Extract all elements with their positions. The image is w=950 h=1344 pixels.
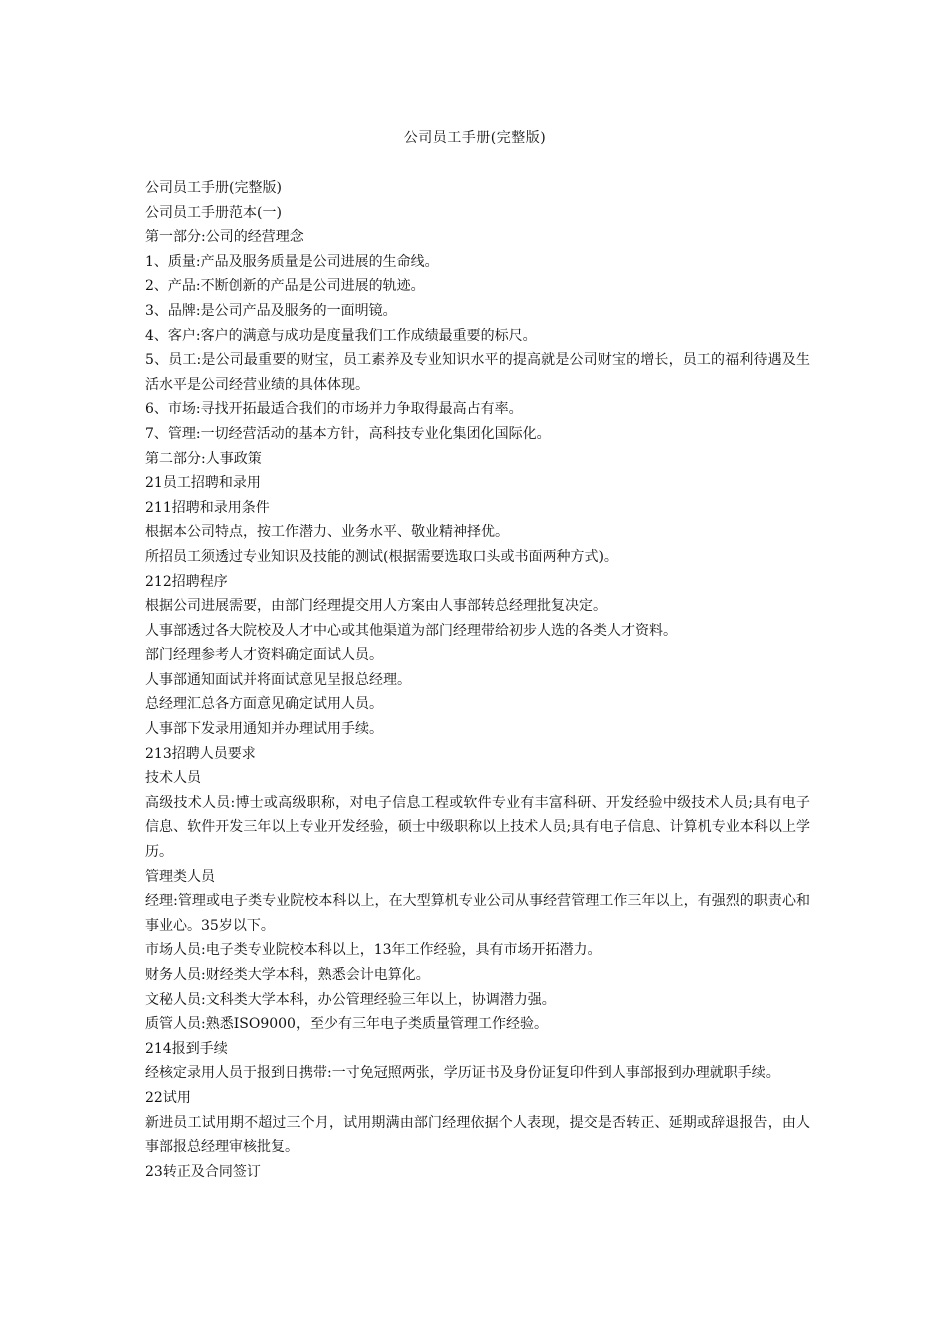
paragraph: 所招员工须透过专业知识及技能的测试(根据需要选取口头或书面两种方式)。	[145, 548, 618, 565]
paragraph: 经理:管理或电子类专业院校本科以上，在大型算机专业公司从事经营管理工作三年以上，有强烈的职责心和事业心。35岁以下。	[145, 893, 810, 934]
paragraph: 总经理汇总各方面意见确定试用人员。	[145, 696, 383, 713]
paragraph: 6、市场:寻找开拓最适合我们的市场并力争取得最高占有率。	[145, 401, 523, 418]
paragraph: 4、客户:客户的满意与成功是度量我们工作成绩最重要的标尺。	[145, 327, 537, 344]
paragraph: 市场人员:电子类专业院校本科以上，13年工作经验，具有市场开拓潜力。	[145, 942, 602, 959]
paragraph: 文秘人员:文科类大学本科，办公管理经验三年以上，协调潜力强。	[145, 991, 556, 1008]
paragraph: 新进员工试用期不超过三个月，试用期满由部门经理依据个人表现，提交是否转正、延期或辞退报告，由人事部报总经理审核批复。	[145, 1114, 810, 1156]
subsection-heading: 23转正及合同签订	[145, 1163, 261, 1180]
paragraph: 公司员工手册范本(一)	[145, 204, 282, 221]
paragraph: 7、管理:一切经营活动的基本方针，高科技专业化集团化国际化。	[145, 425, 551, 442]
subsection-heading: 21员工招聘和录用	[145, 475, 261, 492]
paragraph: 高级技术人员:博士或高级职称，对电子信息工程或软件专业有丰富科研、开发经验中级技术人员;具有电子信息、软件开发三年以上专业开发经验，硕士中级职称以上技术人员;具有电子信息、计算机专业本科以上学历。	[145, 794, 810, 861]
section-heading: 第一部分:公司的经营理念	[145, 229, 304, 246]
paragraph: 人事部透过各大院校及人才中心或其他渠道为部门经理带给初步人选的各类人才资料。	[145, 622, 677, 639]
paragraph: 1、质量:产品及服务质量是公司进展的生命线。	[145, 253, 439, 270]
subsection-heading: 212招聘程序	[145, 573, 228, 590]
paragraph: 人事部下发录用通知并办理试用手续。	[145, 721, 383, 738]
paragraph: 2、产品:不断创新的产品是公司进展的轨迹。	[145, 278, 425, 295]
document-title: 公司员工手册(完整版)	[403, 130, 547, 146]
paragraph: 财务人员:财经类大学本科，熟悉会计电算化。	[145, 967, 430, 983]
paragraph: 经核定录用人员于报到日携带:一寸免冠照两张，学历证书及身份证复印件到人事部报到办理就职手续。	[145, 1065, 780, 1082]
paragraph: 根据公司进展需要，由部门经理提交用人方案由人事部转总经理批复决定。	[145, 598, 607, 615]
paragraph: 质管人员:熟悉ISO9000，至少有三年电子类质量管理工作经验。	[145, 1016, 548, 1033]
paragraph: 根据本公司特点，按工作潜力、业务水平、敬业精神择优。	[145, 524, 509, 541]
paragraph: 部门经理参考人才资料确定面试人员。	[145, 647, 383, 664]
paragraph: 技术人员	[145, 770, 201, 787]
paragraph: 管理类人员	[145, 868, 215, 885]
paragraph: 5、员工:是公司最重要的财宝，员工素养及专业知识水平的提高就是公司财宝的增长，员工的福利待遇及生活水平是公司经营业绩的具体体现。	[145, 352, 810, 393]
subsection-heading: 22试用	[145, 1089, 191, 1106]
subsection-heading: 214报到手续	[145, 1040, 228, 1057]
paragraph: 人事部通知面试并将面试意见呈报总经理。	[145, 671, 411, 688]
paragraph: 公司员工手册(完整版)	[145, 180, 282, 196]
paragraph: 3、品牌:是公司产品及服务的一面明镜。	[145, 302, 397, 319]
section-heading: 第二部分:人事政策	[145, 450, 262, 467]
subsection-heading: 213招聘人员要求	[145, 745, 256, 762]
document-body	[145, 176, 810, 1184]
subsection-heading: 211招聘和录用条件	[145, 499, 270, 516]
